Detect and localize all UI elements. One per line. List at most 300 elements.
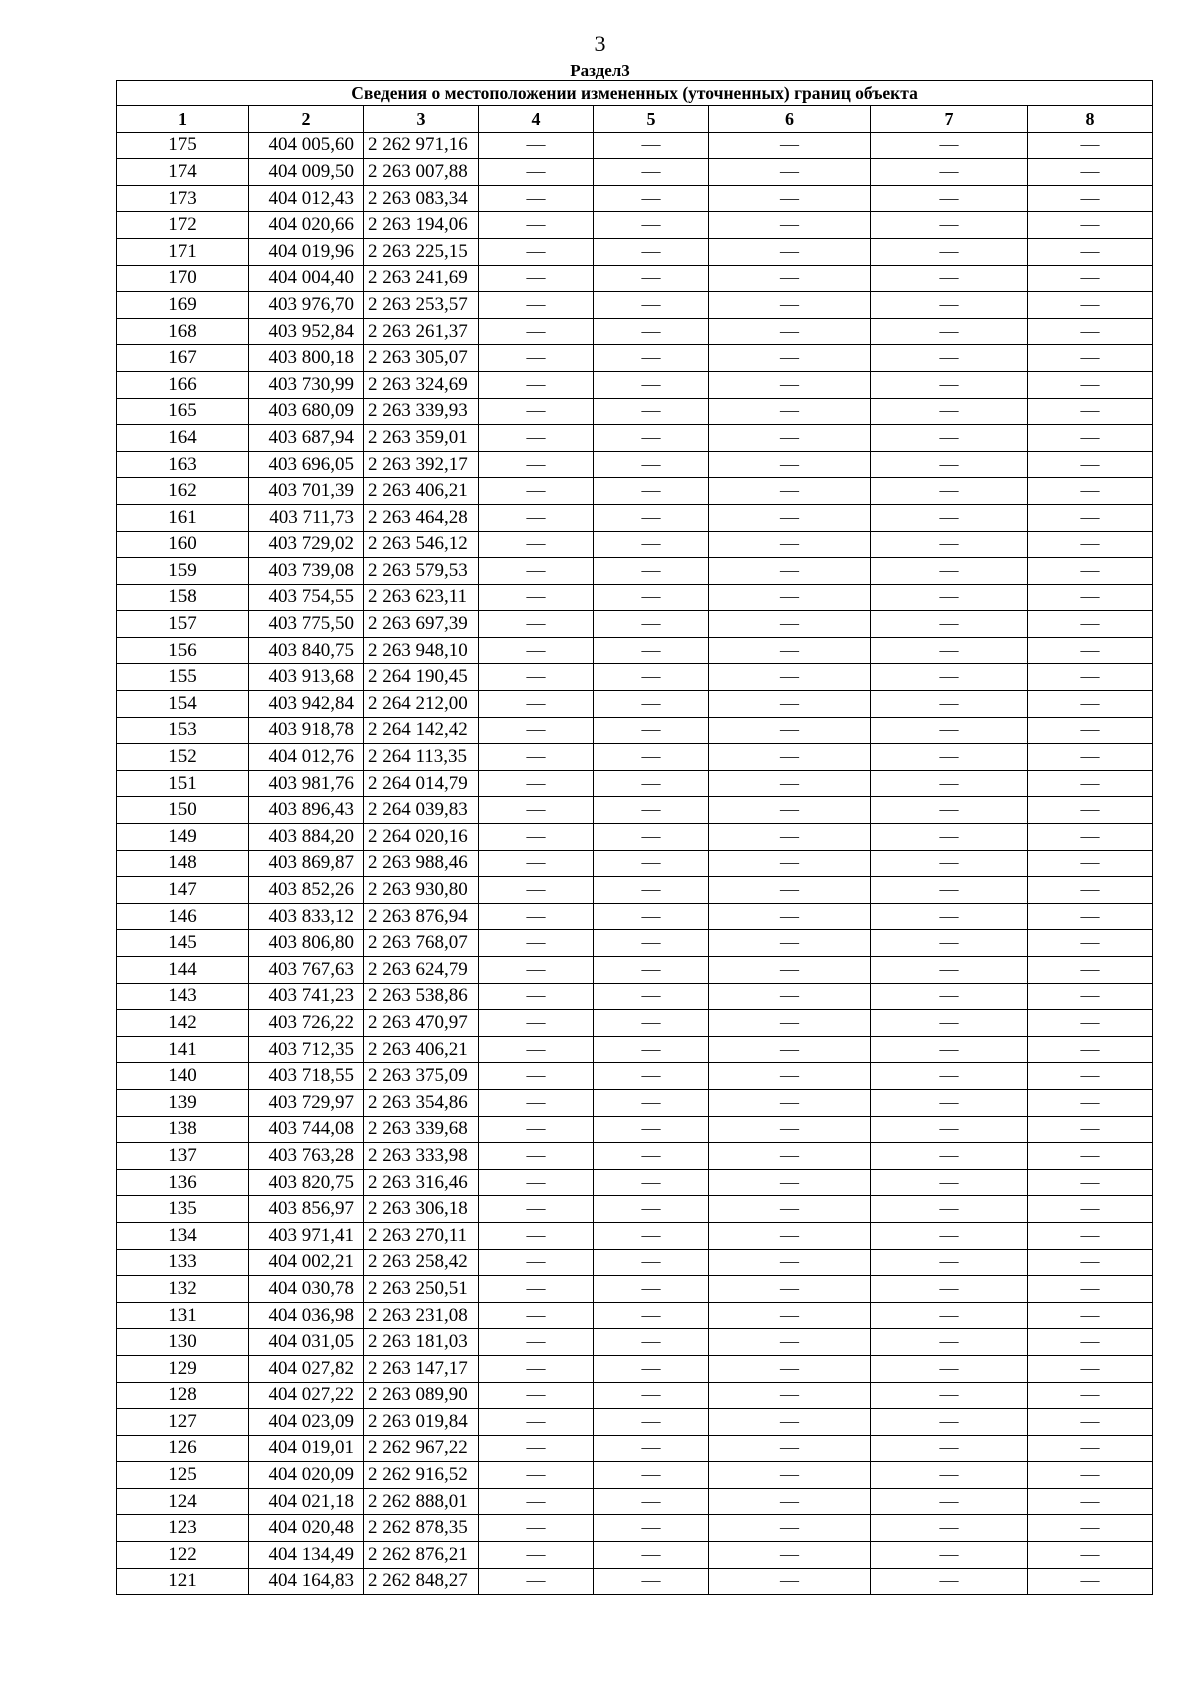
empty-value-dash: — — [594, 584, 709, 611]
empty-value-dash: — — [871, 1409, 1028, 1436]
table-row — [117, 292, 1153, 319]
table-row — [117, 744, 1153, 771]
point-number-cell: 173 — [117, 185, 249, 212]
point-number-cell: 143 — [117, 983, 249, 1010]
empty-value-dash: — — [709, 185, 871, 212]
empty-value-dash: — — [479, 1568, 594, 1595]
empty-value-dash: — — [479, 717, 594, 744]
point-number-cell: 164 — [117, 425, 249, 452]
x-coordinate-cell: 404 134,49 — [249, 1542, 364, 1569]
x-coordinate-cell: 403 729,97 — [249, 1089, 364, 1116]
table-row — [117, 1249, 1153, 1276]
y-coordinate-cell: 2 263 464,28 — [364, 504, 479, 531]
point-number-cell: 123 — [117, 1515, 249, 1542]
empty-value-dash: — — [709, 797, 871, 824]
y-coordinate-cell: 2 263 375,09 — [364, 1063, 479, 1090]
empty-value-dash: — — [871, 1276, 1028, 1303]
x-coordinate-cell: 404 020,09 — [249, 1462, 364, 1489]
y-coordinate-cell: 2 263 392,17 — [364, 451, 479, 478]
y-coordinate-cell: 2 263 876,94 — [364, 903, 479, 930]
empty-value-dash: — — [479, 398, 594, 425]
empty-value-dash: — — [1028, 1355, 1153, 1382]
point-number-cell: 166 — [117, 371, 249, 398]
y-coordinate-cell: 2 263 948,10 — [364, 637, 479, 664]
empty-value-dash: — — [594, 691, 709, 718]
point-number-cell: 129 — [117, 1355, 249, 1382]
empty-value-dash: — — [709, 212, 871, 239]
empty-value-dash: — — [479, 1435, 594, 1462]
empty-value-dash: — — [479, 345, 594, 372]
x-coordinate-cell: 403 767,63 — [249, 957, 364, 984]
empty-value-dash: — — [709, 132, 871, 159]
empty-value-dash: — — [594, 611, 709, 638]
y-coordinate-cell: 2 263 007,88 — [364, 159, 479, 186]
empty-value-dash: — — [709, 504, 871, 531]
x-coordinate-cell: 403 711,73 — [249, 504, 364, 531]
column-header: 7 — [871, 106, 1028, 133]
point-number-cell: 161 — [117, 504, 249, 531]
empty-value-dash: — — [594, 664, 709, 691]
empty-value-dash: — — [709, 345, 871, 372]
y-coordinate-cell: 2 263 930,80 — [364, 877, 479, 904]
empty-value-dash: — — [1028, 1462, 1153, 1489]
empty-value-dash: — — [709, 1409, 871, 1436]
empty-value-dash: — — [1028, 744, 1153, 771]
table-row — [117, 1222, 1153, 1249]
x-coordinate-cell: 404 027,82 — [249, 1355, 364, 1382]
empty-value-dash: — — [709, 637, 871, 664]
point-number-cell: 169 — [117, 292, 249, 319]
point-number-cell: 131 — [117, 1302, 249, 1329]
table-row — [117, 425, 1153, 452]
empty-value-dash: — — [594, 1222, 709, 1249]
y-coordinate-cell: 2 263 083,34 — [364, 185, 479, 212]
empty-value-dash: — — [709, 1276, 871, 1303]
empty-value-dash: — — [871, 1462, 1028, 1489]
x-coordinate-cell: 403 913,68 — [249, 664, 364, 691]
y-coordinate-cell: 2 264 142,42 — [364, 717, 479, 744]
empty-value-dash: — — [479, 637, 594, 664]
table-row — [117, 345, 1153, 372]
empty-value-dash: — — [594, 1036, 709, 1063]
y-coordinate-cell: 2 263 623,11 — [364, 584, 479, 611]
x-coordinate-cell: 403 712,35 — [249, 1036, 364, 1063]
empty-value-dash: — — [871, 1196, 1028, 1223]
empty-value-dash: — — [479, 1515, 594, 1542]
empty-value-dash: — — [709, 1462, 871, 1489]
x-coordinate-cell: 403 718,55 — [249, 1063, 364, 1090]
empty-value-dash: — — [709, 1196, 871, 1223]
empty-value-dash: — — [1028, 371, 1153, 398]
y-coordinate-cell: 2 263 231,08 — [364, 1302, 479, 1329]
empty-value-dash: — — [594, 1515, 709, 1542]
empty-value-dash: — — [871, 1488, 1028, 1515]
table-row — [117, 957, 1153, 984]
table-row — [117, 770, 1153, 797]
x-coordinate-cell: 403 729,02 — [249, 531, 364, 558]
empty-value-dash: — — [479, 1222, 594, 1249]
empty-value-dash: — — [479, 1089, 594, 1116]
empty-value-dash: — — [871, 1010, 1028, 1037]
empty-value-dash: — — [871, 850, 1028, 877]
empty-value-dash: — — [709, 238, 871, 265]
empty-value-dash: — — [1028, 1036, 1153, 1063]
point-number-cell: 153 — [117, 717, 249, 744]
empty-value-dash: — — [709, 1515, 871, 1542]
y-coordinate-cell: 2 263 333,98 — [364, 1143, 479, 1170]
empty-value-dash: — — [871, 1568, 1028, 1595]
x-coordinate-cell: 404 164,83 — [249, 1568, 364, 1595]
empty-value-dash: — — [1028, 1222, 1153, 1249]
empty-value-dash: — — [594, 132, 709, 159]
table-row — [117, 664, 1153, 691]
empty-value-dash: — — [594, 637, 709, 664]
y-coordinate-cell: 2 263 359,01 — [364, 425, 479, 452]
empty-value-dash: — — [1028, 691, 1153, 718]
y-coordinate-cell: 2 263 019,84 — [364, 1409, 479, 1436]
empty-value-dash: — — [594, 159, 709, 186]
empty-value-dash: — — [479, 1329, 594, 1356]
empty-value-dash: — — [871, 398, 1028, 425]
empty-value-dash: — — [594, 1568, 709, 1595]
empty-value-dash: — — [594, 850, 709, 877]
x-coordinate-cell: 403 696,05 — [249, 451, 364, 478]
empty-value-dash: — — [1028, 1542, 1153, 1569]
x-coordinate-cell: 403 976,70 — [249, 292, 364, 319]
empty-value-dash: — — [594, 1276, 709, 1303]
point-number-cell: 121 — [117, 1568, 249, 1595]
table-row — [117, 1515, 1153, 1542]
table-row — [117, 159, 1153, 186]
point-number-cell: 135 — [117, 1196, 249, 1223]
table-row — [117, 451, 1153, 478]
table-row — [117, 265, 1153, 292]
x-coordinate-cell: 403 840,75 — [249, 637, 364, 664]
table-row — [117, 1409, 1153, 1436]
table-row — [117, 1488, 1153, 1515]
empty-value-dash: — — [1028, 504, 1153, 531]
point-number-cell: 157 — [117, 611, 249, 638]
table-row — [117, 185, 1153, 212]
empty-value-dash: — — [594, 877, 709, 904]
table-row — [117, 212, 1153, 239]
empty-value-dash: — — [594, 185, 709, 212]
empty-value-dash: — — [479, 824, 594, 851]
empty-value-dash: — — [1028, 717, 1153, 744]
y-coordinate-cell: 2 263 354,86 — [364, 1089, 479, 1116]
table-row — [117, 1036, 1153, 1063]
empty-value-dash: — — [709, 1010, 871, 1037]
y-coordinate-cell: 2 263 579,53 — [364, 558, 479, 585]
point-number-cell: 149 — [117, 824, 249, 851]
empty-value-dash: — — [871, 637, 1028, 664]
y-coordinate-cell: 2 263 768,07 — [364, 930, 479, 957]
empty-value-dash: — — [479, 504, 594, 531]
y-coordinate-cell: 2 263 270,11 — [364, 1222, 479, 1249]
table-row — [117, 1063, 1153, 1090]
x-coordinate-cell: 403 884,20 — [249, 824, 364, 851]
empty-value-dash: — — [594, 1329, 709, 1356]
table-row — [117, 824, 1153, 851]
point-number-cell: 168 — [117, 318, 249, 345]
y-coordinate-cell: 2 262 971,16 — [364, 132, 479, 159]
column-header: 1 — [117, 106, 249, 133]
empty-value-dash: — — [594, 824, 709, 851]
empty-value-dash: — — [479, 1169, 594, 1196]
empty-value-dash: — — [479, 558, 594, 585]
y-coordinate-cell: 2 263 194,06 — [364, 212, 479, 239]
empty-value-dash: — — [479, 1302, 594, 1329]
point-number-cell: 152 — [117, 744, 249, 771]
x-coordinate-cell: 403 833,12 — [249, 903, 364, 930]
empty-value-dash: — — [1028, 238, 1153, 265]
empty-value-dash: — — [479, 1010, 594, 1037]
empty-value-dash: — — [871, 1542, 1028, 1569]
x-coordinate-cell: 404 020,48 — [249, 1515, 364, 1542]
column-header: 4 — [479, 106, 594, 133]
x-coordinate-cell: 403 952,84 — [249, 318, 364, 345]
empty-value-dash: — — [871, 371, 1028, 398]
table-row — [117, 1143, 1153, 1170]
empty-value-dash: — — [709, 292, 871, 319]
point-number-cell: 127 — [117, 1409, 249, 1436]
y-coordinate-cell: 2 263 546,12 — [364, 531, 479, 558]
empty-value-dash: — — [709, 691, 871, 718]
empty-value-dash: — — [479, 159, 594, 186]
empty-value-dash: — — [709, 451, 871, 478]
point-number-cell: 158 — [117, 584, 249, 611]
y-coordinate-cell: 2 264 020,16 — [364, 824, 479, 851]
empty-value-dash: — — [1028, 159, 1153, 186]
column-header: 8 — [1028, 106, 1153, 133]
point-number-cell: 132 — [117, 1276, 249, 1303]
y-coordinate-cell: 2 263 339,68 — [364, 1116, 479, 1143]
x-coordinate-cell: 404 004,40 — [249, 265, 364, 292]
empty-value-dash: — — [709, 1222, 871, 1249]
x-coordinate-cell: 403 918,78 — [249, 717, 364, 744]
x-coordinate-cell: 403 896,43 — [249, 797, 364, 824]
table-row — [117, 1089, 1153, 1116]
point-number-cell: 167 — [117, 345, 249, 372]
empty-value-dash: — — [871, 1143, 1028, 1170]
table-row — [117, 584, 1153, 611]
empty-value-dash: — — [871, 345, 1028, 372]
empty-value-dash: — — [479, 185, 594, 212]
empty-value-dash: — — [594, 1169, 709, 1196]
empty-value-dash: — — [594, 1542, 709, 1569]
empty-value-dash: — — [594, 1143, 709, 1170]
empty-value-dash: — — [479, 318, 594, 345]
y-coordinate-cell: 2 264 190,45 — [364, 664, 479, 691]
empty-value-dash: — — [594, 371, 709, 398]
table-row — [117, 1462, 1153, 1489]
empty-value-dash: — — [479, 957, 594, 984]
empty-value-dash: — — [594, 531, 709, 558]
empty-value-dash: — — [1028, 1302, 1153, 1329]
table-row — [117, 531, 1153, 558]
empty-value-dash: — — [594, 983, 709, 1010]
table-caption-row — [117, 81, 1153, 106]
empty-value-dash: — — [871, 983, 1028, 1010]
empty-value-dash: — — [709, 1116, 871, 1143]
empty-value-dash: — — [871, 717, 1028, 744]
empty-value-dash: — — [709, 1382, 871, 1409]
x-coordinate-cell: 403 971,41 — [249, 1222, 364, 1249]
y-coordinate-cell: 2 263 324,69 — [364, 371, 479, 398]
table-row — [117, 1355, 1153, 1382]
empty-value-dash: — — [594, 1196, 709, 1223]
empty-value-dash: — — [871, 824, 1028, 851]
empty-value-dash: — — [871, 265, 1028, 292]
empty-value-dash: — — [709, 877, 871, 904]
y-coordinate-cell: 2 263 339,93 — [364, 398, 479, 425]
empty-value-dash: — — [709, 1542, 871, 1569]
empty-value-dash: — — [1028, 770, 1153, 797]
empty-value-dash: — — [479, 1249, 594, 1276]
empty-value-dash: — — [871, 1435, 1028, 1462]
empty-value-dash: — — [594, 744, 709, 771]
table-row — [117, 398, 1153, 425]
x-coordinate-cell: 403 800,18 — [249, 345, 364, 372]
empty-value-dash: — — [1028, 957, 1153, 984]
empty-value-dash: — — [871, 611, 1028, 638]
empty-value-dash: — — [479, 797, 594, 824]
empty-value-dash: — — [1028, 850, 1153, 877]
empty-value-dash: — — [871, 425, 1028, 452]
point-number-cell: 174 — [117, 159, 249, 186]
y-coordinate-cell: 2 263 470,97 — [364, 1010, 479, 1037]
table-row — [117, 877, 1153, 904]
empty-value-dash: — — [709, 1355, 871, 1382]
empty-value-dash: — — [479, 1462, 594, 1489]
empty-value-dash: — — [1028, 1249, 1153, 1276]
point-number-cell: 155 — [117, 664, 249, 691]
empty-value-dash: — — [1028, 558, 1153, 585]
empty-value-dash: — — [1028, 212, 1153, 239]
empty-value-dash: — — [479, 265, 594, 292]
empty-value-dash: — — [1028, 345, 1153, 372]
x-coordinate-cell: 404 023,09 — [249, 1409, 364, 1436]
empty-value-dash: — — [1028, 185, 1153, 212]
table-row — [117, 371, 1153, 398]
table-row — [117, 1435, 1153, 1462]
empty-value-dash: — — [594, 1010, 709, 1037]
empty-value-dash: — — [709, 1143, 871, 1170]
table-row — [117, 1329, 1153, 1356]
empty-value-dash: — — [871, 1222, 1028, 1249]
empty-value-dash: — — [709, 584, 871, 611]
empty-value-dash: — — [1028, 1063, 1153, 1090]
empty-value-dash: — — [871, 558, 1028, 585]
point-number-cell: 175 — [117, 132, 249, 159]
empty-value-dash: — — [709, 903, 871, 930]
empty-value-dash: — — [594, 957, 709, 984]
point-number-cell: 125 — [117, 1462, 249, 1489]
x-coordinate-cell: 404 036,98 — [249, 1302, 364, 1329]
empty-value-dash: — — [1028, 398, 1153, 425]
empty-value-dash: — — [1028, 1568, 1153, 1595]
empty-value-dash: — — [594, 1249, 709, 1276]
empty-value-dash: — — [709, 265, 871, 292]
empty-value-dash: — — [594, 1435, 709, 1462]
table-row — [117, 850, 1153, 877]
empty-value-dash: — — [594, 717, 709, 744]
empty-value-dash: — — [594, 930, 709, 957]
empty-value-dash: — — [479, 238, 594, 265]
page-number: 3 — [594, 31, 606, 56]
point-number-cell: 160 — [117, 531, 249, 558]
empty-value-dash: — — [479, 1488, 594, 1515]
table-row — [117, 637, 1153, 664]
table-row — [117, 1382, 1153, 1409]
empty-value-dash: — — [479, 611, 594, 638]
point-number-cell: 137 — [117, 1143, 249, 1170]
x-coordinate-cell: 403 726,22 — [249, 1010, 364, 1037]
point-number-cell: 136 — [117, 1169, 249, 1196]
empty-value-dash: — — [479, 770, 594, 797]
x-coordinate-cell: 404 012,76 — [249, 744, 364, 771]
empty-value-dash: — — [594, 770, 709, 797]
x-coordinate-cell: 403 754,55 — [249, 584, 364, 611]
empty-value-dash: — — [479, 691, 594, 718]
empty-value-dash: — — [1028, 1409, 1153, 1436]
empty-value-dash: — — [1028, 1116, 1153, 1143]
table-row — [117, 318, 1153, 345]
empty-value-dash: — — [479, 903, 594, 930]
y-coordinate-cell: 2 263 181,03 — [364, 1329, 479, 1356]
y-coordinate-cell: 2 263 538,86 — [364, 983, 479, 1010]
empty-value-dash: — — [871, 159, 1028, 186]
empty-value-dash: — — [1028, 584, 1153, 611]
empty-value-dash: — — [709, 398, 871, 425]
empty-value-dash: — — [594, 212, 709, 239]
column-header: 5 — [594, 106, 709, 133]
point-number-cell: 151 — [117, 770, 249, 797]
empty-value-dash: — — [1028, 1382, 1153, 1409]
x-coordinate-cell: 403 701,39 — [249, 478, 364, 505]
table-row — [117, 611, 1153, 638]
empty-value-dash: — — [1028, 903, 1153, 930]
empty-value-dash: — — [594, 265, 709, 292]
empty-value-dash: — — [871, 903, 1028, 930]
table-row — [117, 504, 1153, 531]
empty-value-dash: — — [479, 744, 594, 771]
empty-value-dash: — — [1028, 318, 1153, 345]
empty-value-dash: — — [1028, 1488, 1153, 1515]
empty-value-dash: — — [594, 1302, 709, 1329]
y-coordinate-cell: 2 263 089,90 — [364, 1382, 479, 1409]
empty-value-dash: — — [871, 1116, 1028, 1143]
point-number-cell: 124 — [117, 1488, 249, 1515]
empty-value-dash: — — [594, 451, 709, 478]
y-coordinate-cell: 2 263 406,21 — [364, 478, 479, 505]
empty-value-dash: — — [1028, 425, 1153, 452]
empty-value-dash: — — [709, 664, 871, 691]
empty-value-dash: — — [871, 238, 1028, 265]
empty-value-dash: — — [1028, 637, 1153, 664]
x-coordinate-cell: 404 030,78 — [249, 1276, 364, 1303]
empty-value-dash: — — [709, 770, 871, 797]
y-coordinate-cell: 2 263 988,46 — [364, 850, 479, 877]
point-number-cell: 170 — [117, 265, 249, 292]
empty-value-dash: — — [1028, 1196, 1153, 1223]
y-coordinate-cell: 2 262 888,01 — [364, 1488, 479, 1515]
empty-value-dash: — — [479, 983, 594, 1010]
empty-value-dash: — — [1028, 611, 1153, 638]
empty-value-dash: — — [709, 744, 871, 771]
point-number-cell: 144 — [117, 957, 249, 984]
empty-value-dash: — — [479, 132, 594, 159]
